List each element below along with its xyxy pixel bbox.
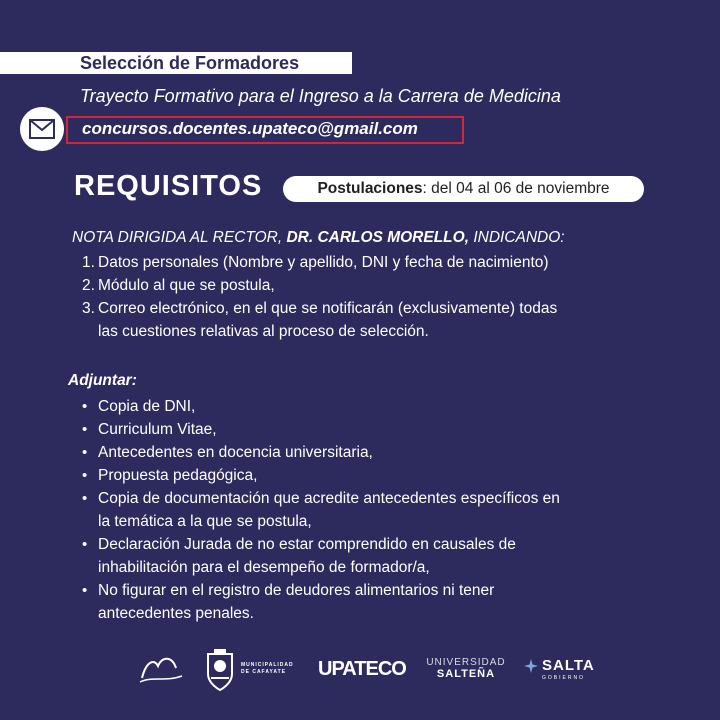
list-item-text: antecedentes penales. bbox=[98, 605, 254, 622]
list-item bbox=[82, 441, 644, 464]
list-item-text: Datos personales (Nombre y apellido, DNI y fecha de nacimiento) bbox=[98, 254, 549, 271]
list-item bbox=[82, 251, 644, 274]
list-number: 2. bbox=[82, 277, 95, 294]
list-item-text: Propuesta pedagógica, bbox=[98, 467, 258, 484]
bullet-icon: • bbox=[82, 444, 88, 461]
list-item-continuation bbox=[82, 556, 644, 579]
header-title: Selección de Formadores bbox=[80, 53, 300, 73]
bullet-icon: • bbox=[82, 467, 88, 484]
list-number: 1. bbox=[82, 254, 95, 271]
list-item-text: inhabilitación para el desempeño de formador/a, bbox=[98, 559, 430, 576]
nota-heading bbox=[72, 229, 565, 247]
bullet-icon: • bbox=[82, 490, 88, 507]
list-item bbox=[82, 297, 644, 320]
salta-star-icon bbox=[524, 659, 538, 673]
adjuntar-list bbox=[82, 395, 644, 625]
list-item bbox=[82, 579, 644, 602]
mail-icon bbox=[20, 107, 64, 151]
requisitos-title: REQUISITOS bbox=[74, 170, 263, 202]
bullet-icon: • bbox=[82, 582, 88, 599]
list-item bbox=[82, 487, 644, 510]
nota-suffix: INDICANDO: bbox=[469, 229, 565, 246]
list-item-text: Curriculum Vitae, bbox=[98, 421, 217, 438]
bullet-icon: • bbox=[82, 421, 88, 438]
sponsor-logos bbox=[0, 642, 720, 698]
postulaciones-badge bbox=[283, 176, 644, 202]
nota-rector: DR. CARLOS MORELLO, bbox=[286, 229, 470, 246]
list-item-text: Copia de documentación que acredite antecedentes específicos en bbox=[98, 490, 560, 507]
list-item-continuation bbox=[82, 510, 644, 533]
list-item-continuation bbox=[82, 320, 644, 343]
list-item-text: Copia de DNI, bbox=[98, 398, 196, 415]
list-item bbox=[82, 464, 644, 487]
list-item bbox=[82, 395, 644, 418]
email-link[interactable]: concursos.docentes.upateco@gmail.com bbox=[82, 119, 418, 138]
nota-list bbox=[82, 251, 644, 343]
list-item-text: Módulo al que se postula, bbox=[98, 277, 275, 294]
postulaciones-dates: : del 04 al 06 de noviembre bbox=[422, 180, 610, 197]
universidad-saltena-logo: UNIVERSIDAD SALTEÑA bbox=[426, 657, 506, 680]
list-item-text: las cuestiones relativas al proceso de selección. bbox=[98, 323, 429, 340]
list-item bbox=[82, 418, 644, 441]
list-item-text: Declaración Jurada de no estar comprendido en causales de bbox=[98, 536, 516, 553]
list-item bbox=[82, 274, 644, 297]
adjuntar-heading: Adjuntar: bbox=[68, 372, 137, 389]
list-number: 3. bbox=[82, 300, 95, 317]
salta-gobierno-logo: SALTA GOBIERNO bbox=[524, 657, 604, 687]
bullet-icon: • bbox=[82, 398, 88, 415]
subtitle: Trayecto Formativo para el Ingreso a la Carrera de Medicina bbox=[80, 86, 561, 106]
list-item bbox=[82, 533, 644, 556]
municipalidad-crest-icon bbox=[205, 648, 235, 692]
list-item-continuation bbox=[82, 602, 644, 625]
villa-cafayate-logo bbox=[136, 652, 186, 688]
nota-intro: NOTA DIRIGIDA AL RECTOR, bbox=[72, 229, 287, 246]
bullet-icon: • bbox=[82, 536, 88, 553]
list-item-text: Antecedentes en docencia universitaria, bbox=[98, 444, 373, 461]
postulaciones-label: Postulaciones bbox=[317, 180, 423, 197]
municipalidad-label: MUNICIPALIDAD DE CAFAYATE bbox=[241, 662, 294, 675]
list-item-text: No figurar en el registro de deudores alimentarios ni tener bbox=[98, 582, 495, 599]
upateco-logo: UPATECO bbox=[318, 658, 406, 680]
list-item-text: la temática a la que se postula, bbox=[98, 513, 312, 530]
list-item-text: Correo electrónico, en el que se notificarán (exclusivamente) todas bbox=[98, 300, 558, 317]
